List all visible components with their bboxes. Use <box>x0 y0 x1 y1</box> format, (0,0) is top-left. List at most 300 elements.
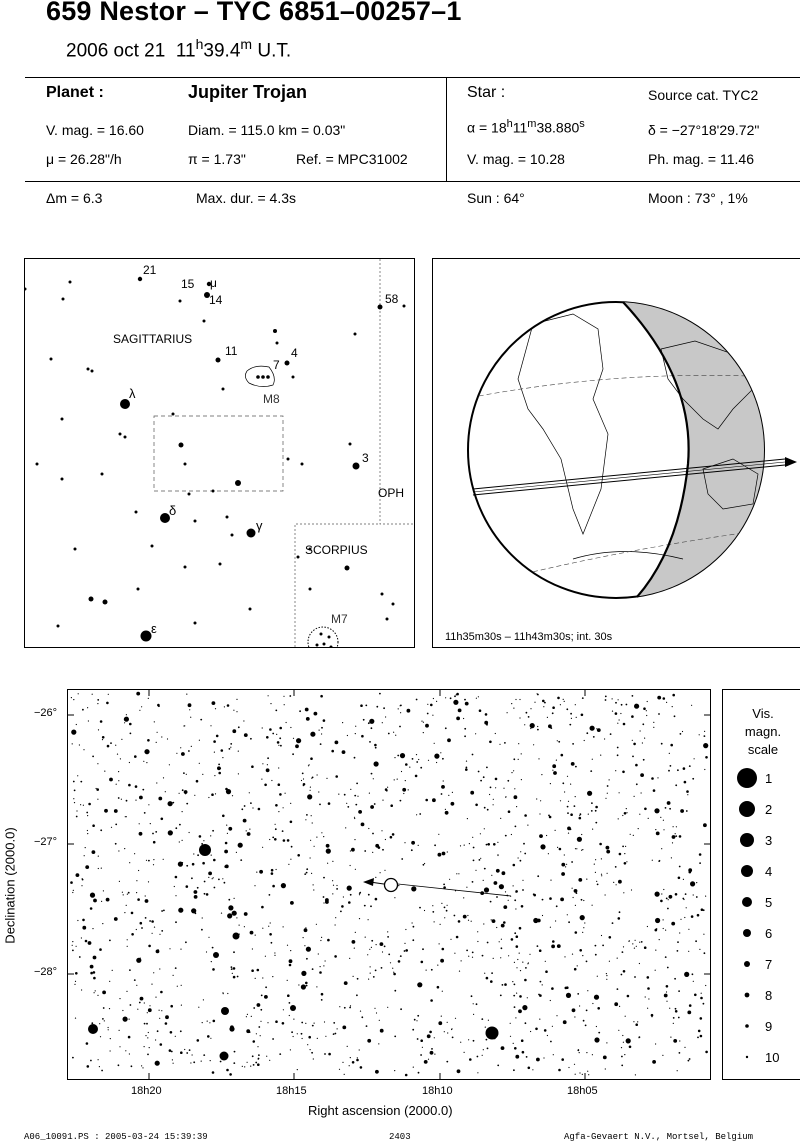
field-star <box>193 1061 195 1063</box>
field-star <box>379 693 381 695</box>
field-star <box>530 723 535 728</box>
field-star <box>505 835 507 837</box>
field-star <box>560 898 564 902</box>
field-star <box>342 1062 343 1063</box>
field-star <box>691 705 692 706</box>
field-star <box>423 864 425 866</box>
field-star <box>587 1071 588 1072</box>
field-star <box>72 743 73 744</box>
field-star <box>641 941 643 943</box>
field-star <box>323 965 324 966</box>
field-star <box>671 857 672 858</box>
ra-tick-18h15: 18h15 <box>276 1085 307 1097</box>
field-star <box>676 826 677 827</box>
field-star <box>155 831 157 833</box>
field-star <box>501 924 505 928</box>
field-star <box>384 946 386 948</box>
field-star <box>93 971 96 974</box>
field-star <box>291 846 293 848</box>
field-star <box>395 735 396 736</box>
field-star <box>323 719 326 722</box>
field-star <box>703 743 708 748</box>
field-star <box>542 700 545 703</box>
field-star <box>269 894 271 896</box>
field-star <box>595 954 597 956</box>
field-star <box>680 919 681 920</box>
field-star <box>673 1017 675 1019</box>
field-star <box>286 722 287 723</box>
field-star <box>127 939 128 940</box>
field-star <box>124 722 125 723</box>
field-star <box>551 987 554 990</box>
field-star <box>635 940 636 941</box>
field-star <box>148 1008 152 1012</box>
field-star <box>311 778 312 779</box>
field-star <box>92 694 93 695</box>
field-star <box>447 851 448 852</box>
field-star <box>326 849 331 854</box>
finder-star <box>57 625 60 628</box>
field-star <box>563 1020 567 1024</box>
field-star <box>473 1040 475 1042</box>
field-star <box>156 742 157 743</box>
field-star <box>301 984 306 989</box>
field-star <box>480 780 482 782</box>
scale-dots <box>737 768 779 1065</box>
field-star <box>155 1061 160 1066</box>
field-star <box>387 787 388 788</box>
field-star <box>430 1051 434 1055</box>
field-star <box>688 951 689 952</box>
field-star <box>511 772 512 773</box>
field-star <box>161 910 163 912</box>
field-star <box>202 917 203 918</box>
field-star <box>653 722 654 723</box>
field-star <box>482 1055 483 1056</box>
field-star <box>144 1046 145 1047</box>
field-star <box>129 1053 130 1054</box>
field-star <box>686 907 687 908</box>
field-star <box>663 889 664 890</box>
field-star <box>495 787 496 788</box>
field-star <box>264 995 268 999</box>
field-star <box>112 970 113 971</box>
field-star <box>160 1043 163 1046</box>
field-star <box>325 898 329 902</box>
field-star <box>370 966 371 967</box>
field-star <box>624 862 627 865</box>
field-star <box>684 917 685 918</box>
field-star <box>476 698 477 699</box>
field-star <box>271 872 274 875</box>
field-star <box>524 724 525 725</box>
field-star <box>265 986 267 988</box>
field-star <box>622 815 623 816</box>
field-star <box>400 1008 402 1010</box>
field-star <box>550 1000 551 1001</box>
field-star <box>110 1050 111 1051</box>
field-star <box>233 951 235 953</box>
field-star <box>359 918 360 919</box>
field-star <box>360 1011 361 1012</box>
field-star <box>380 942 384 946</box>
field-star <box>314 846 315 847</box>
field-star <box>519 995 522 998</box>
field-star <box>533 918 538 923</box>
field-star <box>624 1054 625 1055</box>
field-star <box>465 768 468 771</box>
field-star <box>234 1051 236 1053</box>
field-star <box>689 1004 692 1007</box>
field-star <box>157 732 158 733</box>
field-star <box>198 1007 199 1008</box>
field-star <box>666 898 668 900</box>
field-star <box>368 979 369 980</box>
field-star <box>555 920 556 921</box>
field-star <box>222 757 223 758</box>
field-star <box>310 732 315 737</box>
field-star <box>186 1052 188 1054</box>
field-star <box>552 764 556 768</box>
field-star <box>507 712 508 713</box>
field-star <box>255 935 256 936</box>
field-star <box>623 946 624 947</box>
field-star <box>489 794 490 795</box>
field-star <box>466 767 468 769</box>
field-star <box>77 920 78 921</box>
field-star <box>354 818 355 819</box>
field-star <box>364 850 366 852</box>
field-star <box>288 864 289 865</box>
field-star <box>673 1039 677 1043</box>
field-star <box>618 880 622 884</box>
field-star <box>141 1065 142 1066</box>
field-star <box>450 939 451 940</box>
field-star <box>186 865 188 867</box>
field-star <box>269 839 270 840</box>
field-star <box>496 927 497 928</box>
field-star <box>323 902 324 903</box>
field-star <box>508 955 509 956</box>
field-star <box>227 993 228 994</box>
field-star <box>118 780 119 781</box>
field-star <box>332 861 333 862</box>
field-star <box>186 885 189 888</box>
field-star <box>440 959 444 963</box>
field-star <box>692 973 694 975</box>
finder-star <box>101 473 104 476</box>
field-star <box>79 956 81 958</box>
field-star <box>640 773 644 777</box>
ra-seconds-unit: s <box>579 118 585 130</box>
field-star <box>422 948 424 950</box>
field-star <box>355 932 356 933</box>
field-star <box>290 803 291 804</box>
field-star <box>220 1061 222 1063</box>
field-star <box>342 1026 346 1030</box>
field-star <box>371 773 373 775</box>
field-star <box>262 763 263 764</box>
field-star <box>574 889 578 893</box>
field-star <box>491 875 492 876</box>
field-star <box>472 952 474 954</box>
field-star <box>417 1038 419 1040</box>
field-star <box>613 882 614 883</box>
magnitude-scale-svg <box>723 690 800 1079</box>
field-star <box>444 917 445 918</box>
field-star <box>442 948 445 951</box>
field-star <box>139 796 143 800</box>
field-star <box>169 764 170 765</box>
field-star <box>324 1053 326 1055</box>
field-star <box>74 802 75 803</box>
field-star <box>137 1009 138 1010</box>
field-star <box>244 805 246 807</box>
field-star <box>437 965 438 966</box>
field-star <box>661 848 662 849</box>
field-star <box>232 795 233 796</box>
field-star <box>660 817 661 818</box>
field-star <box>513 770 514 771</box>
field-star <box>413 1067 414 1068</box>
field-star <box>196 780 199 783</box>
field-star <box>468 1039 469 1040</box>
field-star <box>595 822 597 824</box>
field-star <box>675 835 677 837</box>
field-star <box>94 992 95 993</box>
field-star <box>363 719 365 721</box>
field-star <box>567 806 569 808</box>
field-star <box>318 791 319 792</box>
field-star <box>670 897 671 898</box>
field-star <box>643 707 646 710</box>
field-star <box>594 1037 599 1042</box>
field-star <box>590 770 592 772</box>
field-star <box>699 949 700 950</box>
field-star <box>491 972 493 974</box>
field-star <box>550 1041 552 1043</box>
field-star <box>467 915 468 916</box>
field-star <box>601 858 602 859</box>
field-star <box>342 750 346 754</box>
field-star <box>606 979 607 980</box>
dec-tick-27: −27° <box>34 836 58 848</box>
field-star <box>561 1058 564 1061</box>
field-star <box>394 990 396 992</box>
field-star <box>144 1023 146 1025</box>
field-star <box>311 1052 313 1054</box>
field-star <box>102 736 105 739</box>
field-star <box>534 702 535 703</box>
field-star <box>575 766 577 768</box>
field-star <box>425 724 429 728</box>
field-star <box>621 1056 623 1058</box>
field-star <box>99 1066 100 1067</box>
field-star <box>357 1057 358 1058</box>
field-star <box>581 834 582 835</box>
field-star <box>416 761 418 763</box>
planet-vmag: V. mag. = 16.60 <box>46 122 144 138</box>
field-star <box>703 934 704 935</box>
field-star <box>149 920 151 922</box>
field-star <box>464 699 466 701</box>
field-star <box>528 962 529 963</box>
field-star <box>483 776 485 778</box>
field-star <box>533 744 534 745</box>
field-star <box>564 791 565 792</box>
field-star <box>260 1035 261 1036</box>
constellation-scorpius: SCORPIUS <box>305 543 368 557</box>
field-star <box>316 924 317 925</box>
field-star <box>696 896 698 898</box>
field-star <box>672 694 675 697</box>
field-star <box>367 1039 371 1043</box>
field-star <box>103 1007 105 1009</box>
field-star <box>364 905 366 907</box>
field-star <box>90 893 95 898</box>
field-star <box>700 1017 703 1020</box>
field-star <box>476 1003 478 1005</box>
field-star <box>305 708 309 712</box>
field-star <box>359 1049 360 1050</box>
field-star <box>135 800 136 801</box>
field-star <box>155 1039 156 1040</box>
field-star <box>436 701 437 702</box>
field-star <box>524 853 526 855</box>
field-star <box>175 921 177 923</box>
field-star <box>129 969 131 971</box>
field-star <box>98 729 99 730</box>
field-star <box>577 837 582 842</box>
finder-star <box>151 545 154 548</box>
field-star <box>672 835 676 839</box>
field-star <box>701 993 702 994</box>
field-star <box>149 1047 150 1048</box>
field-star <box>213 740 216 743</box>
field-star <box>179 793 180 794</box>
field-star <box>550 880 551 881</box>
star-label-mu: μ <box>210 276 217 290</box>
field-star <box>510 1023 511 1024</box>
field-star <box>174 886 175 887</box>
field-star <box>88 720 89 721</box>
field-star <box>623 970 626 973</box>
field-star <box>405 763 408 766</box>
field-star <box>119 881 120 882</box>
field-star <box>577 993 579 995</box>
field-star <box>641 792 642 793</box>
field-star <box>595 810 597 812</box>
field-star <box>81 937 82 938</box>
field-star <box>387 1007 388 1008</box>
field-star <box>310 857 311 858</box>
field-star <box>251 1016 252 1017</box>
field-star <box>663 697 666 700</box>
field-star <box>556 760 557 761</box>
field-star <box>430 704 433 707</box>
field-star <box>416 699 418 701</box>
star-source-catalog: Source cat. TYC2 <box>648 87 759 103</box>
field-star <box>298 984 299 985</box>
field-star <box>570 828 572 830</box>
field-star <box>417 1015 419 1017</box>
field-star <box>473 1014 474 1015</box>
field-star <box>537 729 539 731</box>
star-declination: δ = −27°18'29.72" <box>648 122 760 138</box>
field-star <box>178 862 183 867</box>
field-star <box>563 699 564 700</box>
finder-star <box>354 333 357 336</box>
field-star <box>514 1047 517 1050</box>
field-star <box>454 953 455 954</box>
field-star <box>314 712 318 716</box>
field-star <box>515 699 516 700</box>
field-star <box>83 749 84 750</box>
field-star <box>253 1007 255 1009</box>
constellation-ophiuchus: OPH <box>378 486 405 500</box>
field-star <box>645 996 646 997</box>
field-star <box>321 832 322 833</box>
field-star <box>528 716 530 718</box>
star-chart <box>67 689 711 1080</box>
finder-star <box>119 433 122 436</box>
field-star <box>236 917 237 918</box>
field-star <box>667 908 669 910</box>
field-star <box>305 927 306 928</box>
field-star <box>579 1005 580 1006</box>
field-star <box>250 931 254 935</box>
field-star <box>503 905 507 909</box>
field-star <box>548 724 552 728</box>
field-star <box>155 997 156 998</box>
field-star <box>703 1003 705 1005</box>
field-star <box>503 788 504 789</box>
field-star <box>312 822 313 823</box>
field-star <box>320 940 321 941</box>
field-star <box>575 905 576 906</box>
field-star <box>592 905 593 906</box>
field-star <box>200 719 202 721</box>
field-star <box>484 887 489 892</box>
field-star <box>321 993 324 996</box>
field-star <box>282 830 284 832</box>
field-star <box>215 708 216 709</box>
field-star <box>369 719 374 724</box>
field-star <box>305 1023 306 1024</box>
field-star <box>272 1038 274 1040</box>
field-star <box>119 1030 120 1031</box>
field-star <box>398 885 399 886</box>
field-star <box>621 1047 622 1048</box>
field-star <box>304 945 305 946</box>
field-star <box>110 742 112 744</box>
field-star <box>588 814 589 815</box>
field-star <box>307 794 312 799</box>
field-star <box>73 890 74 891</box>
field-star <box>229 748 231 750</box>
field-star <box>148 804 149 805</box>
finder-star <box>179 300 182 303</box>
finder-stars <box>25 277 406 647</box>
field-star <box>463 718 464 719</box>
field-star <box>208 877 209 878</box>
field-star <box>325 1036 326 1037</box>
scale-dot-mag-5 <box>742 897 752 907</box>
field-star <box>134 979 136 981</box>
field-star <box>490 980 493 983</box>
field-star <box>208 797 209 798</box>
field-star <box>148 698 149 699</box>
